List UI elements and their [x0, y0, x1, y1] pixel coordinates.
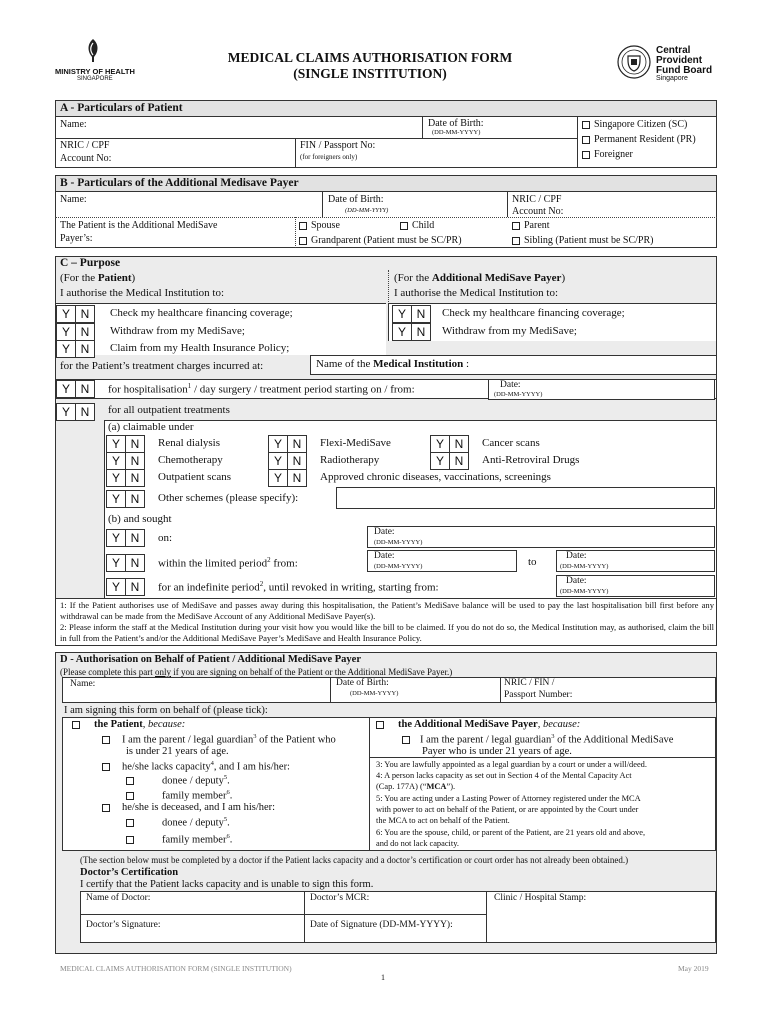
checkbox-icon [376, 721, 384, 729]
checkbox-icon [400, 222, 408, 230]
section-d-title: D - Authorisation on Behalf of Patient / Additional MediSave Payer [60, 654, 362, 665]
c-arv-text: Anti-Retroviral Drugs [482, 454, 580, 466]
a-nric-label-1: NRIC / CPF [60, 140, 110, 151]
c-hosp-text: for hospitalisation$^1$ / day surgery / treatment period starting on / from: [108, 382, 415, 396]
c-other-yn[interactable]: Y N [106, 490, 144, 508]
c-and-sought: (b) and sought [108, 513, 172, 525]
c-authorise-left: I authorise the Medical Institution to: [60, 287, 225, 299]
checkbox-icon [126, 792, 134, 800]
c-patient-check-text: Check my healthcare financing coverage; [110, 307, 293, 319]
b-opt-grandparent[interactable]: Grandparent (Patient must be SC/PR) [299, 235, 462, 246]
c-on-date-label: Date: [374, 527, 395, 537]
footer-form-name: MEDICAL CLAIMS AUTHORISATION FORM (SINGLE INSTITUTION) [60, 964, 292, 973]
checkbox-icon [102, 736, 110, 744]
c-authorise-right: I authorise the Medical Institution to: [394, 287, 559, 299]
d-nric-label-1: NRIC / FIN / [504, 678, 555, 688]
c-patient-check-yn[interactable]: Y N [56, 305, 94, 323]
c-chemo-yn[interactable]: Y N [106, 452, 144, 470]
a-name-label: Name: [60, 119, 87, 130]
a-opt-pr[interactable]: Permanent Resident (PR) [582, 134, 696, 145]
cpf-name-1: Central [656, 45, 691, 56]
c-renal-text: Renal dialysis [158, 437, 221, 449]
d-opt-payer[interactable]: the Additional MediSave Payer, because: [376, 719, 580, 730]
d-doctor-note: (The section below must be completed by a doctor if the Patient lacks capacity and a doctor’s certification or court order has not already been obtained.) [80, 855, 629, 865]
c-for-patient: (For the Patient) [60, 272, 136, 284]
c-indef-yn[interactable]: Y N [106, 578, 144, 596]
d-opt-donee-1[interactable]: donee / deputy$^5$. [126, 774, 230, 787]
d-note-4b: (Cap. 177A) (“MCA”). [376, 782, 456, 791]
c-note-1: 1: If the Patient authorises use of MediSave and passes away during this hospitalisation, the Patient’s MediSave balance will be used to pay the last hospitalisation bill first before any withdrawal can be made from the MediSave Account of any Additional MediSave Payer(s). [60, 600, 714, 621]
d-name-label: Name: [70, 679, 96, 689]
d-opt-payer-guardian[interactable]: I am the parent / legal guardian$^3$ of the Additional MediSave [402, 733, 673, 746]
c-within-text: within the limited period$^2$ from: [158, 556, 298, 570]
d-note-5b: with power to act on behalf of the Patient, or are appointed by the Court under [376, 805, 639, 814]
section-a-title: A - Particulars of Patient [56, 101, 716, 117]
c-indef-date-label: Date: [566, 576, 587, 586]
c-outpatient-text: for all outpatient treatments [108, 404, 230, 416]
d-opt-family-2[interactable]: family member$^6$. [126, 833, 232, 846]
c-on-yn[interactable]: Y N [106, 529, 144, 547]
checkbox-icon [582, 151, 590, 159]
c-outpatient-yn[interactable]: Y N [56, 403, 94, 421]
c-renal-yn[interactable]: Y N [106, 435, 144, 453]
a-fin-note: (for foreigners only) [300, 153, 358, 161]
moh-logo [84, 38, 102, 62]
b-dob-format: (DD-MM-YYYY) [345, 207, 389, 214]
section-b-title: B - Particulars of the Additional Medisave Payer [56, 176, 716, 192]
b-name-label: Name: [60, 194, 87, 205]
c-within-yn[interactable]: Y N [106, 554, 144, 572]
c-radio-yn[interactable]: Y N [268, 452, 306, 470]
c-note-2: 2: Please inform the staff at the Medical Institution during your visit how you would like the bill to be claimed. If you do not do so, the Medical Institution may, as authorised, claim the bill in full from the Patient’s and/or the Additional MediSave Payer’s MediSave and Health Insurance Policy. [60, 622, 714, 643]
page-number: 1 [381, 973, 385, 982]
d-doctor-mcr[interactable]: Doctor’s MCR: [310, 893, 370, 903]
checkbox-icon [402, 736, 410, 744]
c-institution-label: Name of the Medical Institution : [316, 358, 470, 370]
checkbox-icon [299, 222, 307, 230]
d-nric-label-2: Passport Number: [504, 690, 573, 700]
c-payer-check-yn[interactable]: Y N [392, 305, 430, 323]
cpf-name-4: Singapore [656, 75, 688, 82]
c-scans-text: Outpatient scans [158, 471, 232, 483]
c-scans-yn[interactable]: Y N [106, 469, 144, 487]
form-title-line1: MEDICAL CLAIMS AUTHORISATION FORM [227, 50, 513, 65]
c-chemo-text: Chemotherapy [158, 454, 223, 466]
cpf-name-2: Provident [656, 55, 703, 66]
c-cancer-text: Cancer scans [482, 437, 540, 449]
c-for-payer: (For the Additional MediSave Payer) [394, 272, 566, 284]
d-payer-under21: Payer who is under 21 years of age. [422, 746, 572, 757]
d-opt-family-1[interactable]: family member$^6$. [126, 789, 232, 802]
b-opt-spouse[interactable]: Spouse [299, 220, 340, 231]
a-opt-sc[interactable]: Singapore Citizen (SC) [582, 119, 687, 130]
d-opt-donee-2[interactable]: donee / deputy$^5$. [126, 816, 230, 829]
c-arv-yn[interactable]: Y N [430, 452, 468, 470]
section-c-title: C – Purpose [56, 257, 716, 271]
cpf-logo [616, 44, 652, 80]
d-instruction: (Please complete this part only if you are signing on behalf of the Patient or the Additional MediSave Payer.) [60, 667, 453, 677]
b-opt-child[interactable]: Child [400, 220, 434, 231]
d-signing-label: I am signing this form on behalf of (please tick): [64, 705, 268, 716]
c-patient-withdraw-yn[interactable]: Y N [56, 323, 94, 341]
a-name-input[interactable] [100, 118, 418, 136]
d-doctor-table [80, 891, 716, 943]
checkbox-icon [102, 804, 110, 812]
c-other-text: Other schemes (please specify): [158, 492, 299, 504]
a-opt-foreigner[interactable]: Foreigner [582, 149, 633, 160]
d-doctor-name[interactable]: Name of Doctor: [86, 893, 151, 903]
b-relation-label-2: Payer’s: [60, 233, 93, 244]
b-nric-label-2: Account No: [512, 206, 564, 217]
b-opt-parent[interactable]: Parent [512, 220, 550, 231]
c-flexi-yn[interactable]: Y N [268, 435, 306, 453]
checkbox-icon [512, 222, 520, 230]
c-indef-text: for an indefinite period$^2$, until revoked in writing, starting from: [158, 580, 439, 594]
d-doctor-signature[interactable]: Doctor’s Signature: [86, 920, 161, 930]
c-hosp-date-format: (DD-MM-YYYY) [494, 391, 543, 398]
c-cancer-yn[interactable]: Y N [430, 435, 468, 453]
checkbox-icon [126, 819, 134, 827]
d-note-5a: 5: You are acting under a Lasting Power of Attorney registered under the MCA [376, 794, 641, 803]
d-opt-patient[interactable]: the Patient, because: [72, 719, 185, 730]
d-dob-format: (DD-MM-YYYY) [350, 690, 399, 697]
d-note-6a: 6: You are the spouse, child, or parent of the Patient, are 21 years old and above, [376, 828, 646, 837]
checkbox-icon [512, 237, 520, 245]
d-note-3: 3: You are lawfully appointed as a legal guardian by a court or under a will/deed. [376, 760, 647, 769]
d-note-6b: and do not lack capacity. [376, 839, 459, 848]
c-within-from-label: Date: [374, 551, 395, 561]
checkbox-icon [126, 777, 134, 785]
a-fin-label: FIN / Passport No: [300, 140, 376, 151]
a-dob-format: (DD-MM-YYYY) [432, 129, 481, 136]
d-opt-patient-guardian[interactable]: I am the parent / legal guardian$^3$ of the Patient who [102, 733, 336, 746]
checkbox-icon [102, 763, 110, 771]
checkbox-icon [126, 836, 134, 844]
a-dob-label: Date of Birth: [428, 118, 484, 129]
d-opt-lacks-capacity[interactable]: he/she lacks capacity$^4$, and I am his/her: [102, 760, 290, 773]
form-title-line2: (SINGLE INSTITUTION) [293, 66, 447, 81]
c-within-from-format: (DD-MM-YYYY) [374, 563, 423, 570]
d-doctor-cert-title: Doctor’s Certification [80, 867, 179, 878]
c-payer-withdraw-text: Withdraw from my MediSave; [442, 325, 577, 337]
checkbox-icon [582, 136, 590, 144]
c-radio-text: Radiotherapy [320, 454, 380, 466]
c-flexi-text: Flexi-MediSave [320, 437, 391, 449]
c-within-to: to [528, 556, 537, 568]
c-indef-date-format: (DD-MM-YYYY) [560, 588, 609, 595]
checkbox-icon [582, 121, 590, 129]
c-payer-check-text: Check my healthcare financing coverage; [442, 307, 625, 319]
d-certify: I certify that the Patient lacks capacity and is unable to sign this form. [80, 879, 374, 890]
d-clinic-stamp[interactable]: Clinic / Hospital Stamp: [494, 893, 587, 903]
b-opt-sibling[interactable]: Sibling (Patient must be SC/PR) [512, 235, 653, 246]
d-dob-label: Date of Birth: [336, 678, 389, 688]
b-nric-label-1: NRIC / CPF [512, 194, 562, 205]
c-within-to-label: Date: [566, 551, 587, 561]
c-hosp-date-label: Date: [500, 380, 521, 390]
a-nric-label-2: Account No: [60, 153, 112, 164]
d-opt-deceased[interactable]: he/she is deceased, and I am his/her: [102, 802, 275, 813]
cpf-name-3: Fund Board [656, 65, 713, 76]
c-patient-claim-text: Claim from my Health Insurance Policy; [110, 342, 290, 354]
c-patient-claim-yn[interactable]: Y N [56, 340, 94, 358]
c-other-input[interactable] [336, 487, 715, 509]
d-note-5c: the MCA to act on behalf of the Patient. [376, 816, 510, 825]
b-dob-label: Date of Birth: [328, 194, 384, 205]
moh-country: SINGAPORE [77, 76, 113, 82]
c-patient-withdraw-text: Withdraw from my MediSave; [110, 325, 245, 337]
d-note-4a: 4: A person lacks capacity as set out in Section 4 of the Mental Capacity Act [376, 771, 632, 780]
d-under21: is under 21 years of age. [126, 746, 229, 757]
moh-name: MINISTRY OF HEALTH [55, 67, 135, 76]
c-chronic-text: Approved chronic diseases, vaccinations, screenings [320, 471, 551, 483]
c-on-text: on: [158, 532, 173, 544]
b-relation-label-1: The Patient is the Additional MediSave [60, 220, 218, 231]
footer-date: May 2019 [678, 964, 709, 973]
d-signature-date[interactable]: Date of Signature (DD-MM-YYYY): [310, 920, 453, 930]
c-on-date-format: (DD-MM-YYYY) [374, 539, 423, 546]
c-claimable-under: (a) claimable under [108, 421, 194, 433]
c-payer-withdraw-yn[interactable]: Y N [392, 323, 430, 341]
c-chronic-yn[interactable]: Y N [268, 469, 306, 487]
c-hosp-yn[interactable]: Y N [56, 380, 94, 398]
checkbox-icon [72, 721, 80, 729]
c-treatment-charges: for the Patient’s treatment charges incurred at: [60, 360, 264, 372]
c-within-to-format: (DD-MM-YYYY) [560, 563, 609, 570]
checkbox-icon [299, 237, 307, 245]
